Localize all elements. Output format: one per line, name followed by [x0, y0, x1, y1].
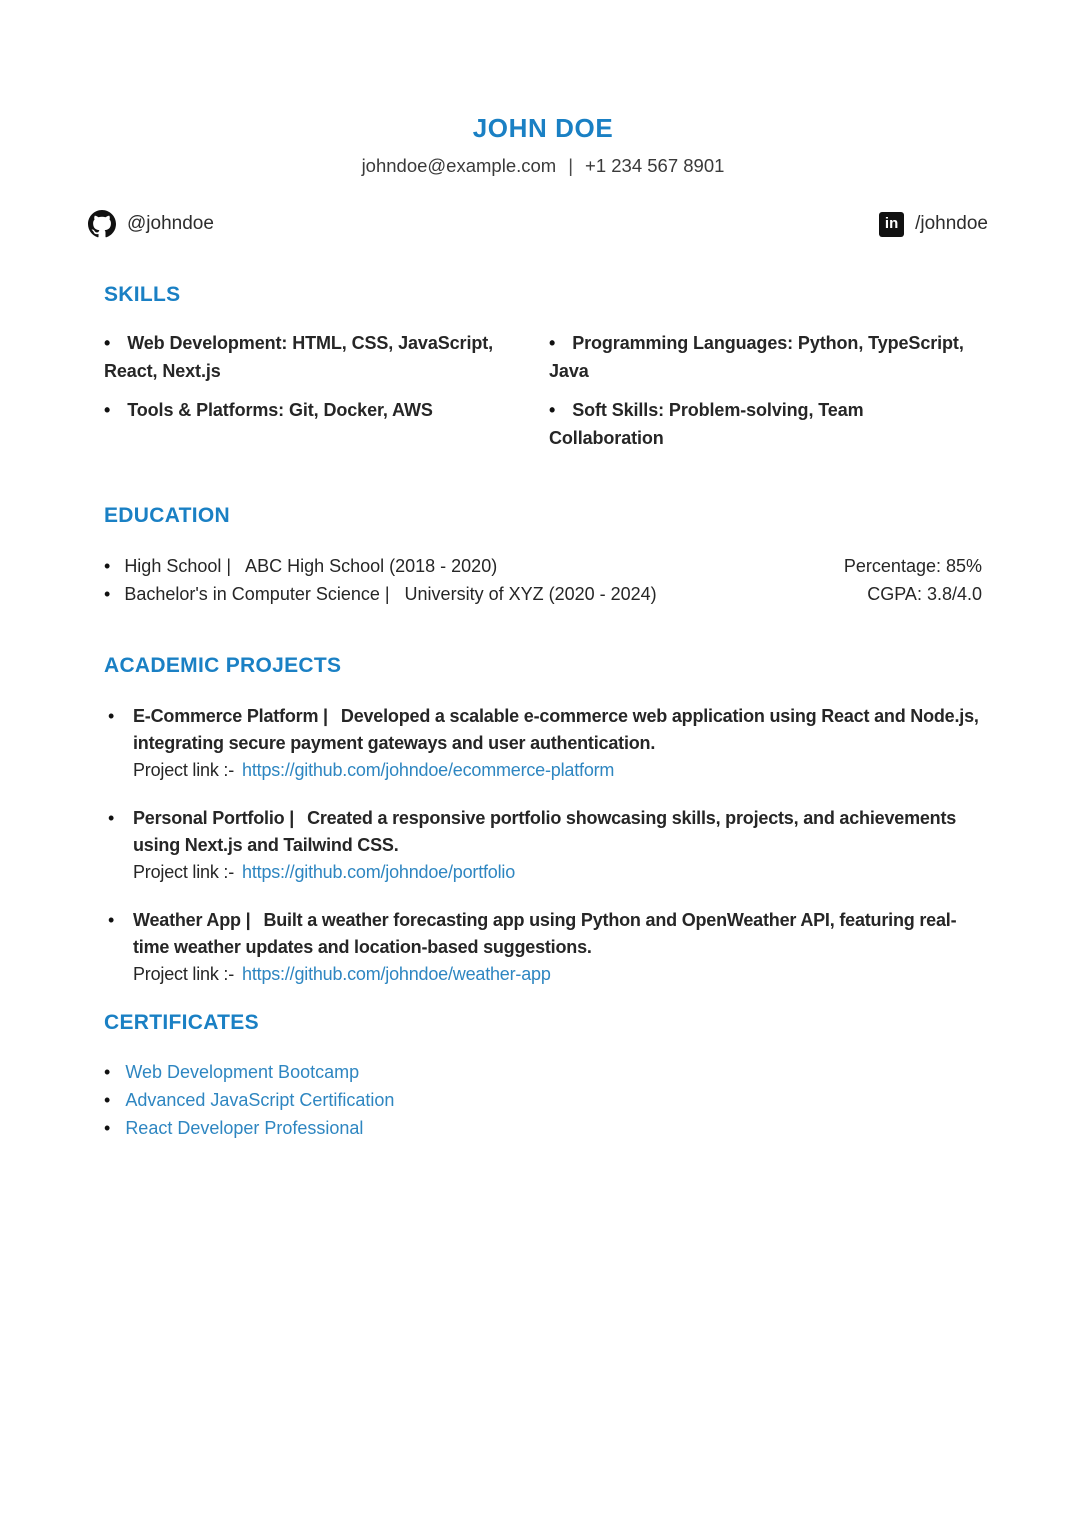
- project-title: E-Commerce Platform |: [133, 706, 328, 726]
- education-row: [104, 580, 982, 608]
- education-row: [104, 552, 982, 580]
- page-title: JOHN DOE: [472, 113, 614, 143]
- education-heading: EDUCATION: [104, 504, 230, 527]
- education-text: High School | ABC High School (2018 - 2020): [124, 556, 498, 576]
- projects-list: [104, 703, 982, 988]
- project-description: Developed a scalable e-commerce web application using React and Node.js, integrating secure payment gateways and user authentication.: [133, 706, 979, 753]
- bullet-dot: •: [108, 910, 115, 930]
- education-text: Bachelor's in Computer Science | University of XYZ (2020 - 2024): [124, 584, 657, 604]
- education-score: Percentage: 85%: [843, 556, 982, 576]
- project-link[interactable]: https://github.com/johndoe/ecommerce-platform: [242, 760, 615, 780]
- project-link-line: [133, 961, 982, 988]
- education-entry: [104, 552, 497, 580]
- linkedin-link[interactable]: [879, 212, 988, 237]
- email-text: johndoe@example.com: [361, 155, 557, 176]
- education-list: [104, 552, 982, 608]
- certificate-item: [104, 1086, 982, 1114]
- bullet-dot: •: [104, 400, 111, 420]
- certificate-link[interactable]: React Developer Professional: [125, 1118, 364, 1138]
- linkedin-handle: /johndoe: [915, 213, 988, 234]
- certificate-item: [104, 1058, 982, 1086]
- skill-text: Tools & Platforms: Git, Docker, AWS: [127, 400, 433, 420]
- project-title: Weather App |: [133, 910, 251, 930]
- bullet-dot: •: [549, 333, 556, 353]
- skill-item: [104, 396, 525, 424]
- skill-item: [549, 396, 982, 452]
- project-link-label: Project link :-: [133, 760, 235, 780]
- project-description: Built a weather forecasting app using Python and OpenWeather API, featuring real-time weather updates and location-based suggestions.: [133, 910, 957, 957]
- project-item: [104, 703, 982, 784]
- project-link-line: [133, 757, 982, 784]
- bullet-dot: •: [104, 333, 111, 353]
- skill-text: Web Development: HTML, CSS, JavaScript, React, Next.js: [104, 333, 494, 381]
- project-item: [104, 907, 982, 988]
- project-item: [104, 805, 982, 886]
- bullet-dot: •: [108, 808, 115, 828]
- certificate-link[interactable]: Advanced JavaScript Certification: [125, 1090, 395, 1110]
- bullet-dot: •: [104, 1118, 111, 1138]
- linkedin-icon: in: [879, 212, 904, 237]
- skill-item: [104, 329, 525, 385]
- education-score: CGPA: 3.8/4.0: [867, 584, 982, 604]
- certificate-item: [104, 1114, 982, 1142]
- certificate-link[interactable]: Web Development Bootcamp: [125, 1062, 360, 1082]
- bullet-dot: •: [549, 400, 556, 420]
- project-link[interactable]: https://github.com/johndoe/portfolio: [242, 862, 516, 882]
- skills-heading: SKILLS: [104, 283, 181, 306]
- skills-list: [104, 329, 982, 463]
- skill-text: Programming Languages: Python, TypeScript, Java: [549, 333, 964, 381]
- education-entry: [104, 580, 657, 608]
- certificates-list: [104, 1058, 982, 1142]
- skill-item: [549, 329, 982, 385]
- contact-separator: |: [568, 155, 574, 176]
- contact-line: [104, 154, 982, 178]
- project-title: Personal Portfolio |: [133, 808, 295, 828]
- skills-column-left: [104, 329, 525, 463]
- project-link-label: Project link :-: [133, 964, 235, 984]
- bullet-dot: •: [108, 706, 115, 726]
- github-link[interactable]: [88, 210, 214, 238]
- project-description: Created a responsive portfolio showcasing skills, projects, and achievements using Next.js and Tailwind CSS.: [133, 808, 957, 855]
- github-icon: [88, 210, 116, 238]
- bullet-dot: •: [104, 1062, 111, 1082]
- bullet-dot: •: [104, 1090, 111, 1110]
- bullet-dot: •: [104, 584, 111, 604]
- project-link-line: [133, 859, 982, 886]
- certificates-heading: CERTIFICATES: [104, 1011, 259, 1034]
- bullet-dot: •: [104, 556, 111, 576]
- social-row: [88, 210, 988, 238]
- github-handle: @johndoe: [127, 213, 214, 234]
- skill-text: Soft Skills: Problem-solving, Team Collaboration: [549, 400, 864, 448]
- phone-text: +1 234 567 8901: [585, 155, 725, 176]
- skills-column-right: [549, 329, 982, 463]
- project-link-label: Project link :-: [133, 862, 235, 882]
- project-link[interactable]: https://github.com/johndoe/weather-app: [242, 964, 551, 984]
- projects-heading: ACADEMIC PROJECTS: [104, 654, 342, 677]
